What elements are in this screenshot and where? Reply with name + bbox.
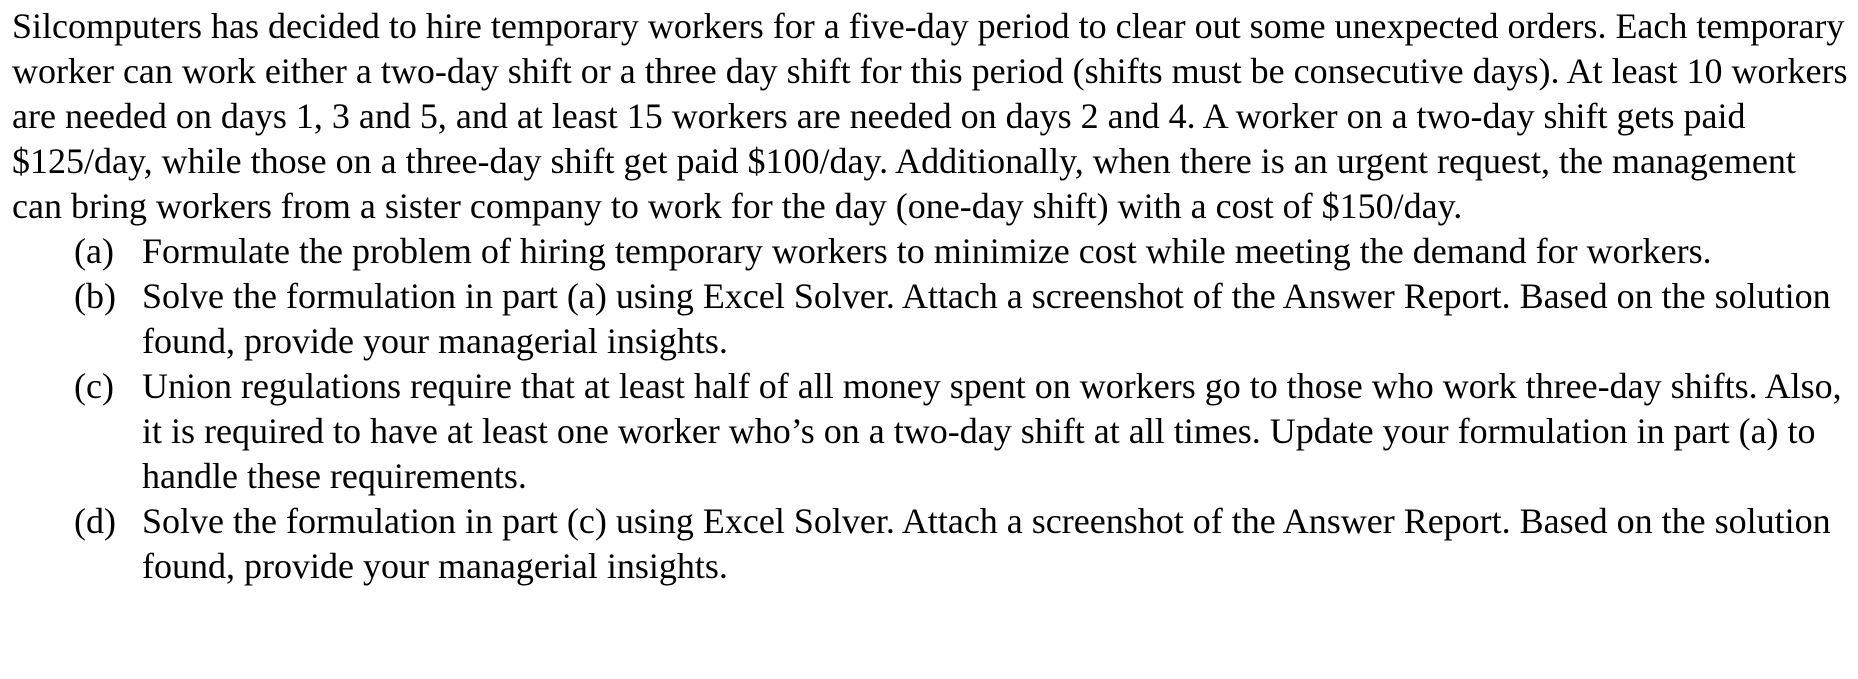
question-part-d: [12, 499, 1848, 589]
part-text: Solve the formulation in part (a) using Excel Solver. Attach a screenshot of the Answer Report. Based on the solution found, provide your managerial insights.: [142, 276, 1831, 361]
part-text: Formulate the problem of hiring temporary workers to minimize cost while meeting the demand for workers.: [142, 231, 1712, 271]
question-part-c: [12, 364, 1848, 499]
part-label: (c): [74, 366, 114, 406]
question-parts-list: [12, 229, 1848, 589]
part-text: Union regulations require that at least half of all money spent on workers go to those who work three-day shifts. Also, it is required to have at least one worker who’s on a two-day shift at all times. Update your formulation in part (a) to handle these requirements.: [142, 366, 1842, 496]
part-label: (d): [74, 501, 116, 541]
part-text: Solve the formulation in part (c) using Excel Solver. Attach a screenshot of the Answer Report. Based on the solution found, provide your managerial insights.: [142, 501, 1831, 586]
problem-statement: [12, 4, 1848, 589]
question-part-a: [12, 229, 1848, 274]
problem-intro: Silcomputers has decided to hire temporary workers for a five-day period to clear out some unexpected orders. Each temporary worker can work either a two-day shift or a three day shift for this period (shifts must be consecutive days). At least 10 workers are needed on days 1, 3 and 5, and at least 15 workers are needed on days 2 and 4. A worker on a two-day shift gets paid $125/day, while those on a three-day shift get paid $100/day. Additionally, when there is an urgent request, the management can bring workers from a sister company to work for the day (one-day shift) with a cost of $150/day.: [12, 6, 1848, 226]
part-label: (a): [74, 231, 114, 271]
question-part-b: [12, 274, 1848, 364]
part-label: (b): [74, 276, 116, 316]
